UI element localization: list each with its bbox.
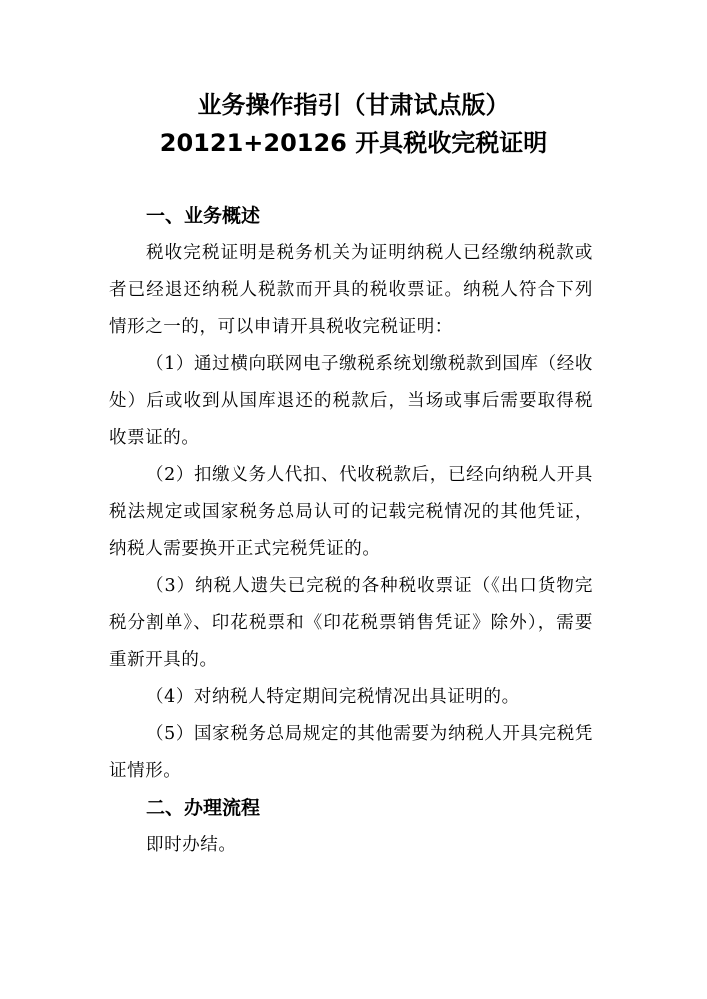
- document-title-line1: 业务操作指引（甘肃试点版）: [197, 91, 510, 119]
- overview-item-1: （1）通过横向联网电子缴税系统划缴税款到国库（经收处）后或收到从国库退还的税款后，当场或事后需要取得税收票证的。: [109, 354, 593, 448]
- overview-item-5: （5）国家税务总局规定的其他需要为纳税人开具完税凭证情形。: [109, 724, 593, 781]
- document-title-line2: 20121+20126 开具税收完税证明: [159, 129, 548, 157]
- overview-item-3: （3）纳税人遗失已完税的各种税收票证（《出口货物完税分割单》、印花税票和《印花税票销售凭证》除外），需要重新开具的。: [109, 576, 593, 670]
- overview-item-2: （2）扣缴义务人代扣、代收税款后，已经向纳税人开具税法规定或国家税务总局认可的记载完税情况的其他凭证，纳税人需要换开正式完税凭证的。: [109, 465, 593, 559]
- process-body-paragraph: 即时办结。: [146, 835, 237, 855]
- overview-intro-paragraph: 税收完税证明是税务机关为证明纳税人已经缴纳税款或者已经退还纳税人税款而开具的税收票证。纳税人符合下列情形之一的，可以申请开具税收完税证明：: [109, 243, 593, 337]
- overview-item-4: （4）对纳税人特定期间完税情况出具证明的。: [146, 687, 520, 707]
- section-heading-overview: 一、业务概述: [146, 205, 261, 227]
- section-heading-process: 二、办理流程: [146, 797, 261, 819]
